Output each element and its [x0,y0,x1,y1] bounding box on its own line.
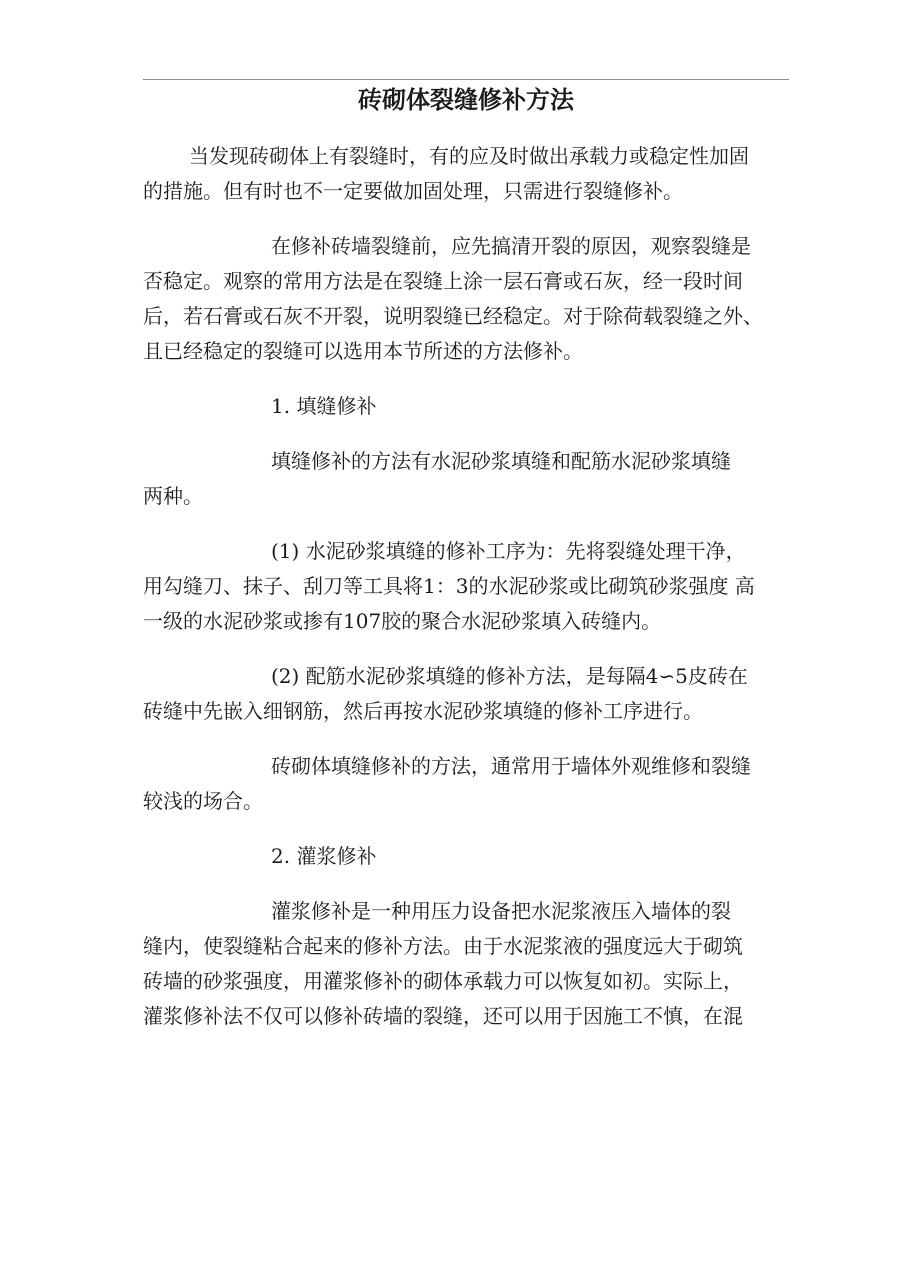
section-heading-grout-repair [143,839,789,874]
text-line: 灌浆修补是一种用压力设备把水泥浆液压入墙体的裂 [271,899,731,923]
paragraph-fill-methods [143,444,789,514]
text-line: 且已经稳定的裂缝可以选用本节所述的方法修补。 [143,339,583,363]
text-line: 2. 灌浆修补 [271,844,377,868]
document-title: 砖砌体裂缝修补方法 [358,85,574,114]
header-rule [143,79,789,80]
text-line: 在修补砖墙裂缝前，应先搞清开裂的原因，观察裂缝是 [271,234,751,258]
text-line: 较浅的场合。 [143,789,263,813]
text-line: 1. 填缝修补 [271,394,377,418]
text-line: 否稳定。观察的常用方法是在裂缝上涂一层石膏或石灰，经一段时间 [143,269,743,293]
text-line: (2) 配筋水泥砂浆填缝的修补方法，是每隔4∽5皮砖在 [271,664,748,688]
paragraph-reinforced-fill [143,659,789,729]
text-line: 一级的水泥砂浆或掺有107胶的聚合水泥砂浆填入砖缝内。 [143,609,662,633]
section-heading-fill-repair [143,389,789,424]
text-line: 填缝修补的方法有水泥砂浆填缝和配筋水泥砂浆填缝 [271,449,731,473]
paragraph-mortar-fill [143,534,789,639]
text-line: 砖缝中先嵌入细钢筋，然后再按水泥砂浆填缝的修补工序进行。 [143,699,703,723]
text-line: 两种。 [143,484,203,508]
paragraph-fill-usage [143,749,789,819]
text-line: 当发现砖砌体上有裂缝时，有的应及时做出承载力或稳定性加固 [189,144,749,168]
text-line: 砖墙的砂浆强度，用灌浆修补的砌体承载力可以恢复如初。实际上， [143,969,743,993]
paragraph-intro [143,139,789,209]
text-line: 缝内，使裂缝粘合起来的修补方法。由于水泥浆液的强度远大于砌筑 [143,934,743,958]
text-line: 后，若石膏或石灰不开裂，说明裂缝已经稳定。对于除荷载裂缝之外、 [143,304,763,328]
text-line: 灌浆修补法不仅可以修补砖墙的裂缝，还可以用于因施工不慎，在混 [143,1004,743,1028]
text-line: (1) 水泥砂浆填缝的修补工序为：先将裂缝处理干净， [271,539,746,563]
text-line: 用勾缝刀、抹子、刮刀等工具将1：3的水泥砂浆或比砌筑砂浆强度 高 [143,574,755,598]
document-body [143,139,789,1034]
text-line: 的措施。但有时也不一定要做加固处理，只需进行裂缝修补。 [143,179,683,203]
paragraph-observation [143,229,789,369]
paragraph-grout-repair [143,894,789,1034]
text-line: 砖砌体填缝修补的方法，通常用于墙体外观维修和裂缝 [271,754,751,778]
